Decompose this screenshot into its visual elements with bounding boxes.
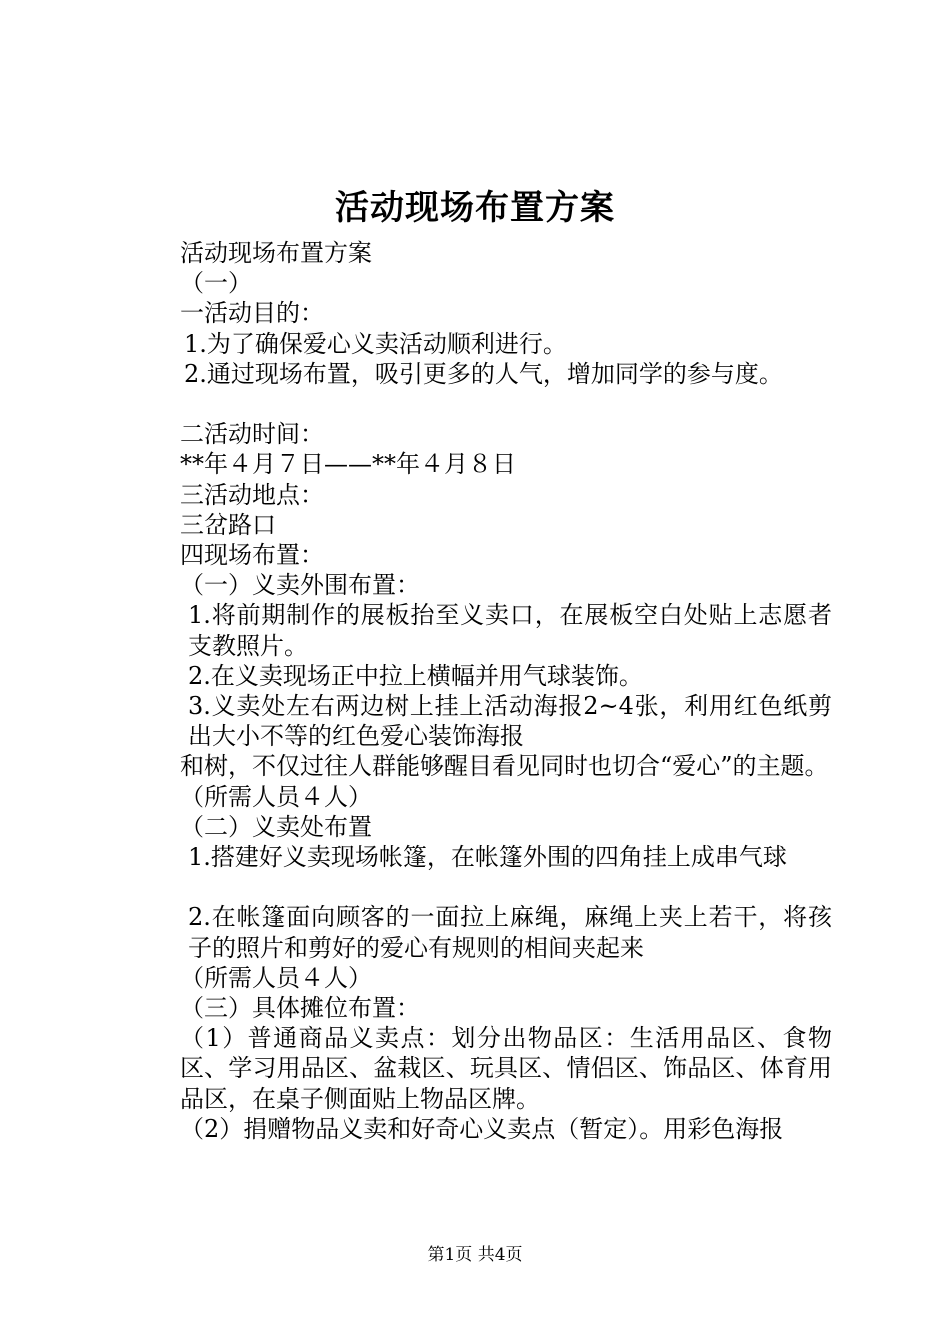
document-title: 活动现场布置方案: [335, 188, 615, 228]
paragraph: （所需人员４人）: [180, 782, 372, 811]
paragraph: 活动现场布置方案: [180, 239, 372, 267]
subsection-heading: （二）义卖处布置: [180, 812, 372, 841]
subsection-heading: （三）具体摊位布置：: [180, 994, 420, 1023]
document-body: [130, 238, 832, 1144]
paragraph: 2.在义卖现场正中拉上横幅并用气球装饰。: [188, 661, 643, 690]
paragraph: 2.通过现场布置，吸引更多的人气，增加同学的参与度。: [184, 359, 783, 388]
paragraph: **年４月７日——**年４月８日: [180, 450, 516, 479]
paragraph: 三岔路口: [180, 510, 276, 539]
paragraph: （一）: [180, 269, 252, 298]
section-heading: 一活动目的：: [180, 299, 324, 328]
blank-line: [130, 872, 832, 902]
paragraph: 1.为了确保爱心义卖活动顺利进行。: [184, 329, 567, 358]
paragraph: 和树，不仅过往人群能够醒目看见同时也切合“爱心”的主题。: [180, 752, 829, 781]
blank-line: [130, 389, 832, 419]
subsection-heading: （一）义卖外围布置：: [180, 571, 420, 600]
paragraph: （1）普通商品义卖点：划分出物品区：生活用品区、食物区、学习用品区、盆栽区、玩具区、情侣区、饰品区、体育用品区，在桌子侧面贴上物品区牌。: [180, 1024, 832, 1113]
paragraph: 3.义卖处左右两边树上挂上活动海报2~4张，利用红色纸剪出大小不等的红色爱心装饰海报: [188, 692, 832, 751]
paragraph: （所需人员４人）: [180, 963, 372, 992]
paragraph: （2）捐赠物品义卖和好奇心义卖点（暂定）。用彩色海报: [180, 1114, 784, 1143]
page-footer: 第1页 共4页: [427, 1245, 523, 1265]
section-heading: 三活动地点：: [180, 480, 324, 509]
paragraph: 1.将前期制作的展板抬至义卖口，在展板空白处贴上志愿者支教照片。: [188, 601, 832, 660]
paragraph: 1.搭建好义卖现场帐篷，在帐篷外围的四角挂上成串气球: [188, 843, 787, 872]
section-heading: 四现场布置：: [180, 541, 324, 570]
section-heading: 二活动时间：: [180, 420, 324, 449]
paragraph: 2.在帐篷面向顾客的一面拉上麻绳，麻绳上夹上若干，将孩子的照片和剪好的爱心有规则的相间夹起来: [188, 903, 832, 962]
